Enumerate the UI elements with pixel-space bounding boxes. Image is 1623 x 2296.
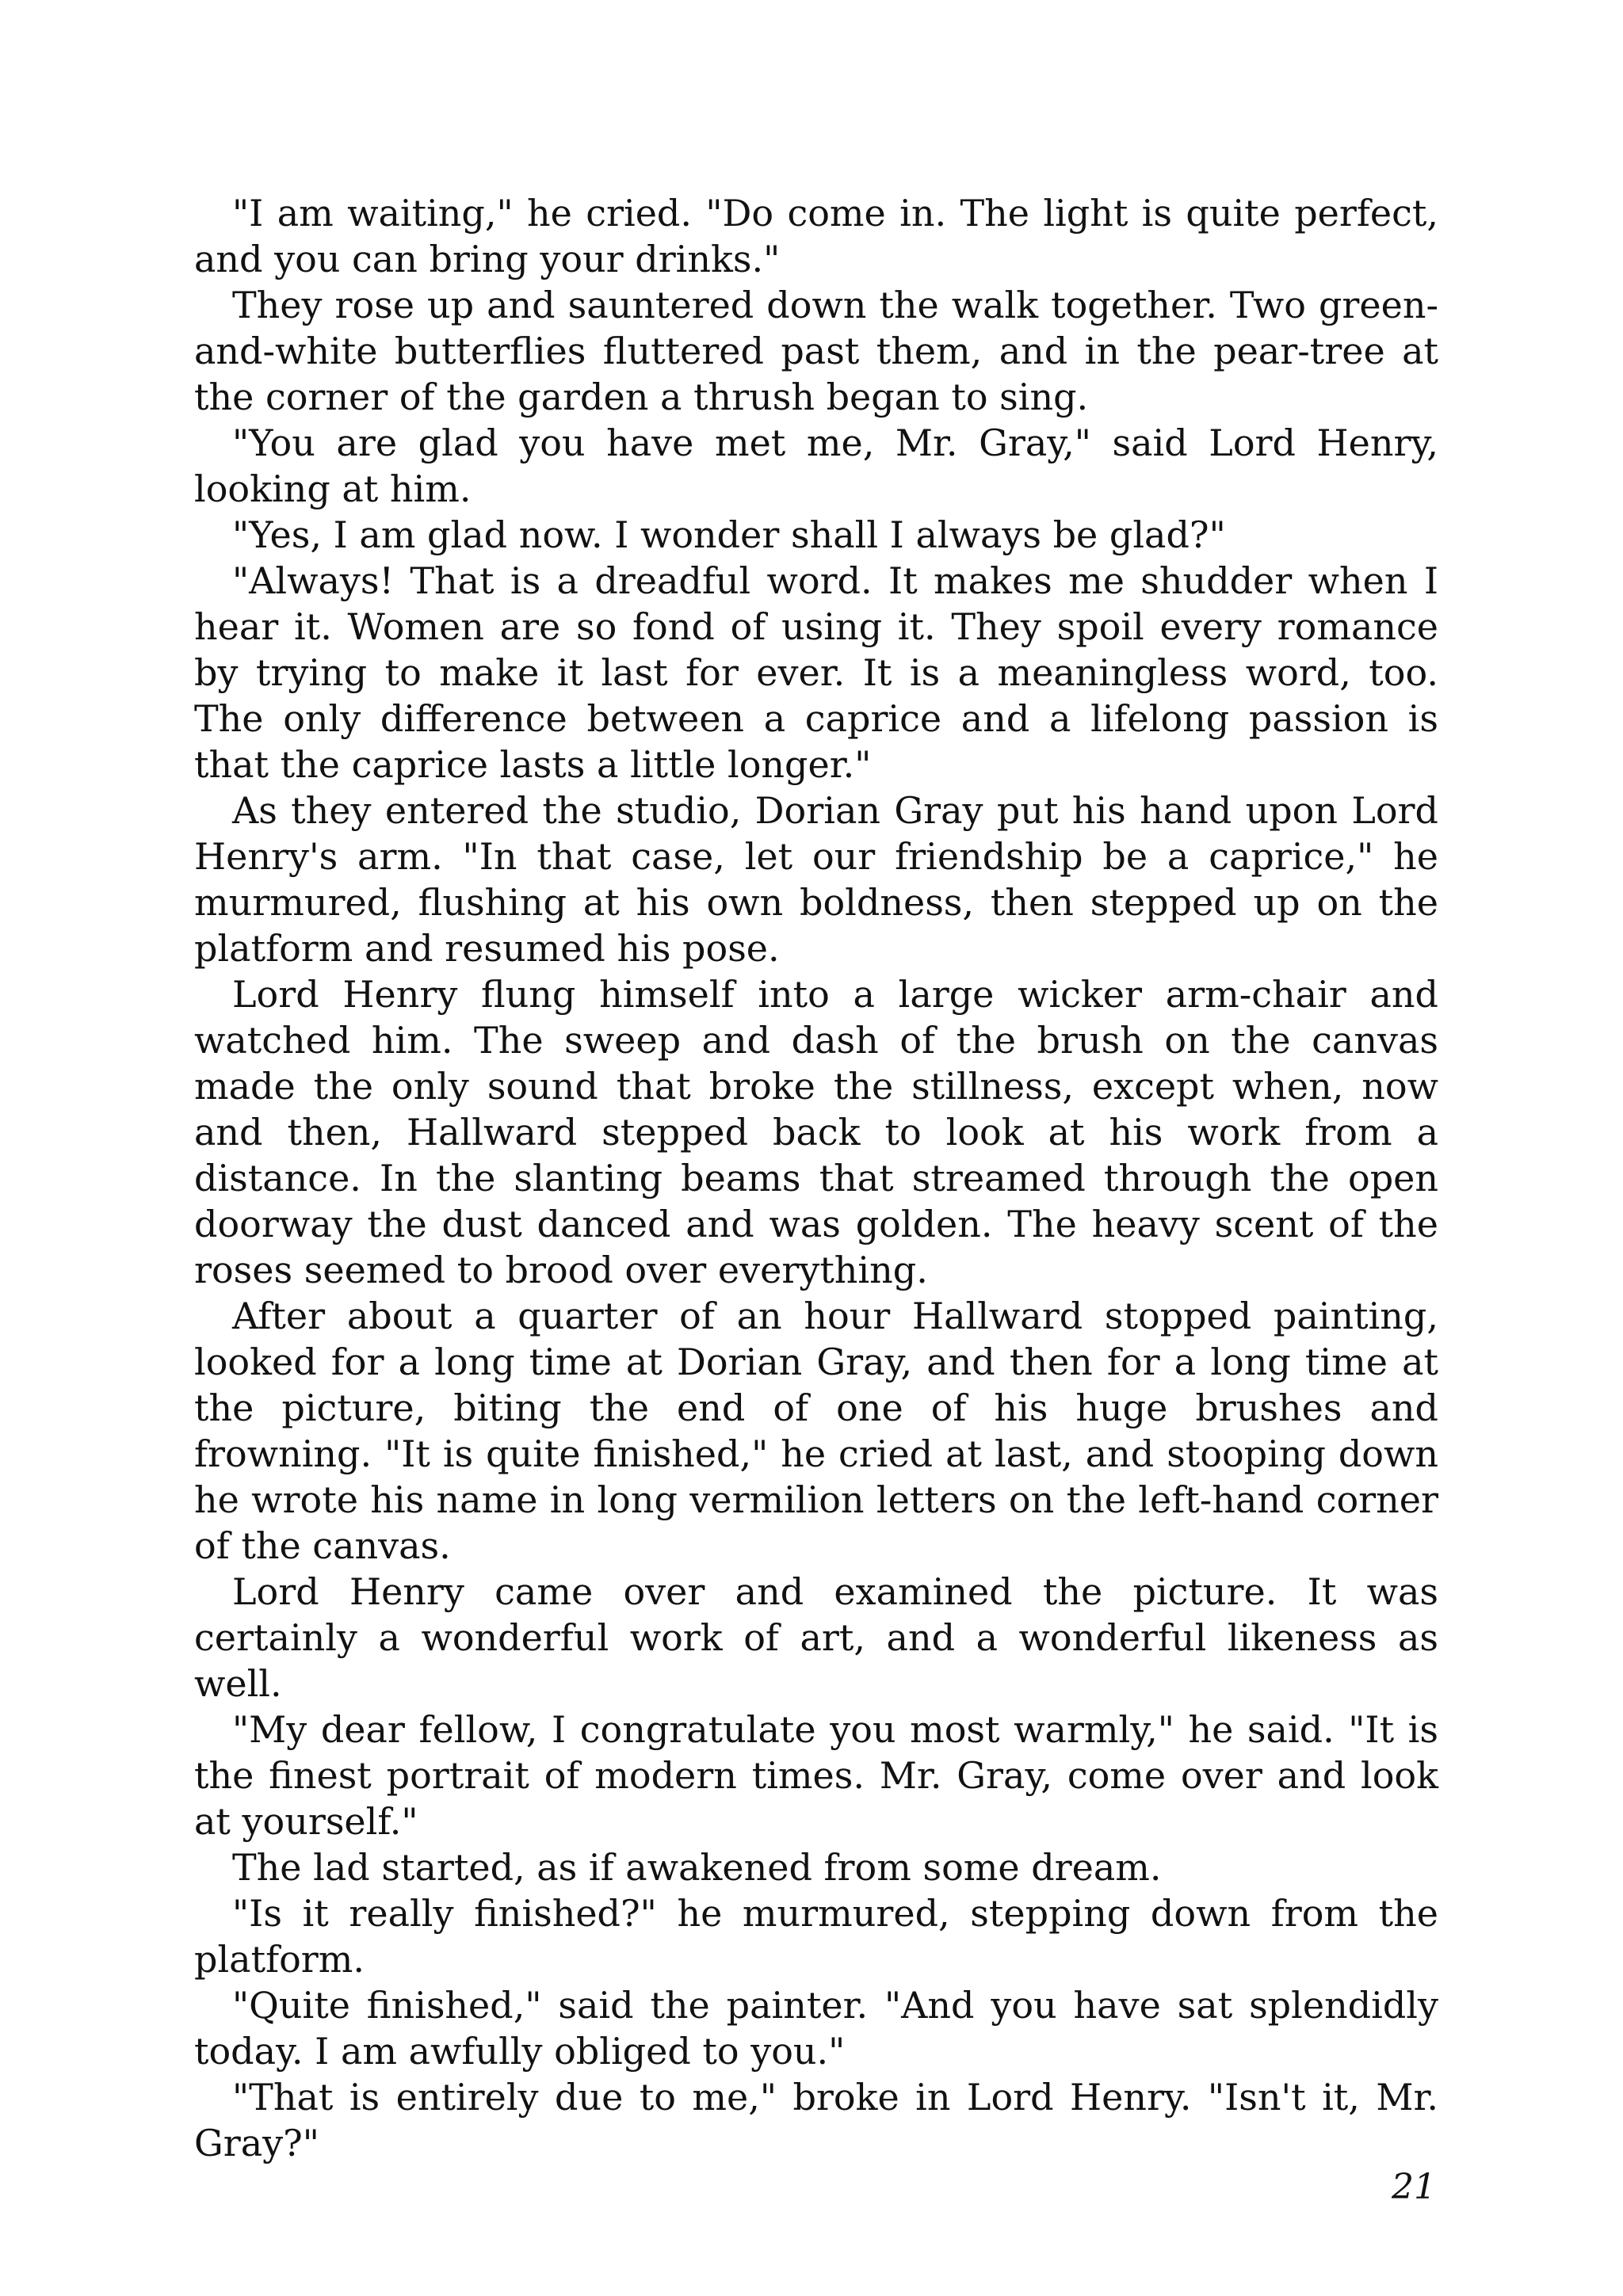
paragraph: The lad started, as if awakened from some dream. xyxy=(232,1846,1162,1889)
paragraph: "That is entirely due to me," broke in Lord Henry. "Isn't it, Mr. Gray?" xyxy=(194,2076,1438,2164)
paragraph: "Is it really finished?" he murmured, stepping down from the platform. xyxy=(194,1892,1438,1981)
paragraph: "My dear fellow, I congratulate you most warmly," he said. "It is the finest portrait of modern times. Mr. Gray, come over and look at yourself." xyxy=(194,1708,1438,1843)
page-number: 21 xyxy=(1392,2167,1436,2207)
paragraph: They rose up and sauntered down the walk together. Two green-and-white butterflies fluttered past them, and in the pear-tree at the corner of the garden a thrush began to sing. xyxy=(194,284,1438,418)
paragraph: "Always! That is a dreadful word. It makes me shudder when I hear it. Women are so fond of using it. They spoil every romance by trying to make it last for ever. It is a meaningless word, too. The only difference between a caprice and a lifelong passion is that the caprice lasts a little longer." xyxy=(194,559,1438,786)
paragraph: As they entered the studio, Dorian Gray put his hand upon Lord Henry's arm. "In that case, let our friendship be a caprice," he murmured, flushing at his own boldness, then stepped up on the platform and resumed his pose. xyxy=(194,789,1438,970)
paragraph: "Quite finished," said the painter. "And you have sat splendidly today. I am awfully obliged to you." xyxy=(194,1984,1438,2073)
paragraph: "I am waiting," he cried. "Do come in. The light is quite perfect, and you can bring your drinks." xyxy=(194,192,1438,280)
paragraph: Lord Henry flung himself into a large wicker arm-chair and watched him. The sweep and dash of the brush on the canvas made the only sound that broke the stillness, except when, now and then, Hallward stepped back to look at his work from a distance. In the slanting beams that streamed through the open doorway the dust danced and was golden. The heavy scent of the roses seemed to brood over everything. xyxy=(194,973,1438,1291)
paragraph: After about a quarter of an hour Hallward stopped painting, looked for a long time at Dorian Gray, and then for a long time at the picture, biting the end of one of his huge brushes and frowning. "It is quite finished," he cried at last, and stooping down he wrote his name in long vermilion letters on the left-hand corner of the canvas. xyxy=(194,1295,1438,1567)
body-text xyxy=(194,190,1438,2166)
paragraph: "Yes, I am glad now. I wonder shall I always be glad?" xyxy=(232,513,1226,556)
paragraph: "You are glad you have met me, Mr. Gray," said Lord Henry, looking at him. xyxy=(194,421,1438,510)
paragraph: Lord Henry came over and examined the picture. It was certainly a wonderful work of art, and a wonderful likeness as well. xyxy=(194,1570,1438,1705)
